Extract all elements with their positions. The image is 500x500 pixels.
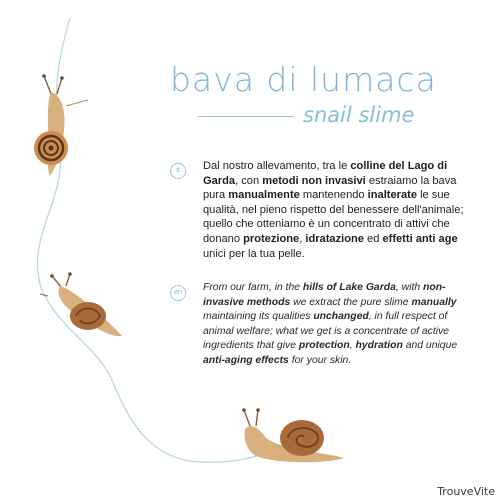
text-segment: mantenendo bbox=[299, 189, 368, 202]
text-segment: maintaining its qualities bbox=[203, 311, 314, 323]
page-title: bava di lumaca bbox=[170, 60, 437, 99]
language-badge-en: en bbox=[170, 285, 186, 301]
text-segment: manually bbox=[411, 296, 457, 308]
text-segment: we extract the pure slime bbox=[290, 296, 412, 308]
text-segment: le sue qualità, nel pieno rispetto del benessere dell'animale; quello che otteniamo è un concentrato di attivi che donano bbox=[203, 189, 464, 245]
text-segment: hills of Lake Garda bbox=[302, 282, 396, 293]
title-divider bbox=[198, 116, 294, 117]
text-segment: non-invasive methods bbox=[203, 282, 446, 308]
text-segment: From our farm, in the bbox=[203, 282, 303, 293]
text-segment: hydration bbox=[355, 340, 403, 352]
snail-icon bbox=[40, 272, 130, 342]
text-segment: colline del Lago di Garda bbox=[203, 160, 448, 187]
text-segment: estraiamo la bava pura bbox=[203, 174, 457, 202]
text-segment: , con bbox=[235, 174, 263, 187]
text-segment: metodi non invasivi bbox=[262, 174, 366, 187]
language-badge-it: it bbox=[170, 163, 186, 179]
watermark: TrouveVite bbox=[437, 485, 495, 498]
text-segment: effetti anti age bbox=[382, 232, 458, 245]
text-segment: , in full respect of animal welfare; what we get is a concentrate of active ingredients that give bbox=[203, 311, 450, 352]
text-segment: Dal nostro allevamento, tra le bbox=[203, 160, 351, 172]
text-segment: unchanged bbox=[313, 311, 369, 323]
text-segment: , with bbox=[395, 282, 424, 293]
text-segment: ed bbox=[363, 232, 383, 245]
text-segment: idratazione bbox=[305, 232, 364, 245]
description-italian bbox=[203, 159, 473, 261]
text-segment: anti-aging effects bbox=[203, 354, 289, 366]
text-segment: , bbox=[349, 340, 356, 352]
text-segment: and unique bbox=[402, 340, 458, 352]
text-segment: , bbox=[299, 232, 306, 245]
page-subtitle: snail slime bbox=[303, 103, 415, 127]
description-english bbox=[203, 281, 473, 369]
text-segment: for your skin. bbox=[288, 354, 352, 366]
text-segment: protezione bbox=[243, 232, 300, 245]
text-segment: inalterate bbox=[367, 189, 417, 202]
text-segment: manualmente bbox=[228, 189, 300, 202]
snail-icon bbox=[236, 408, 346, 468]
snail-icon bbox=[22, 72, 92, 182]
text-segment: unici per la tua pelle. bbox=[203, 247, 305, 260]
text-segment: protection bbox=[298, 340, 350, 352]
